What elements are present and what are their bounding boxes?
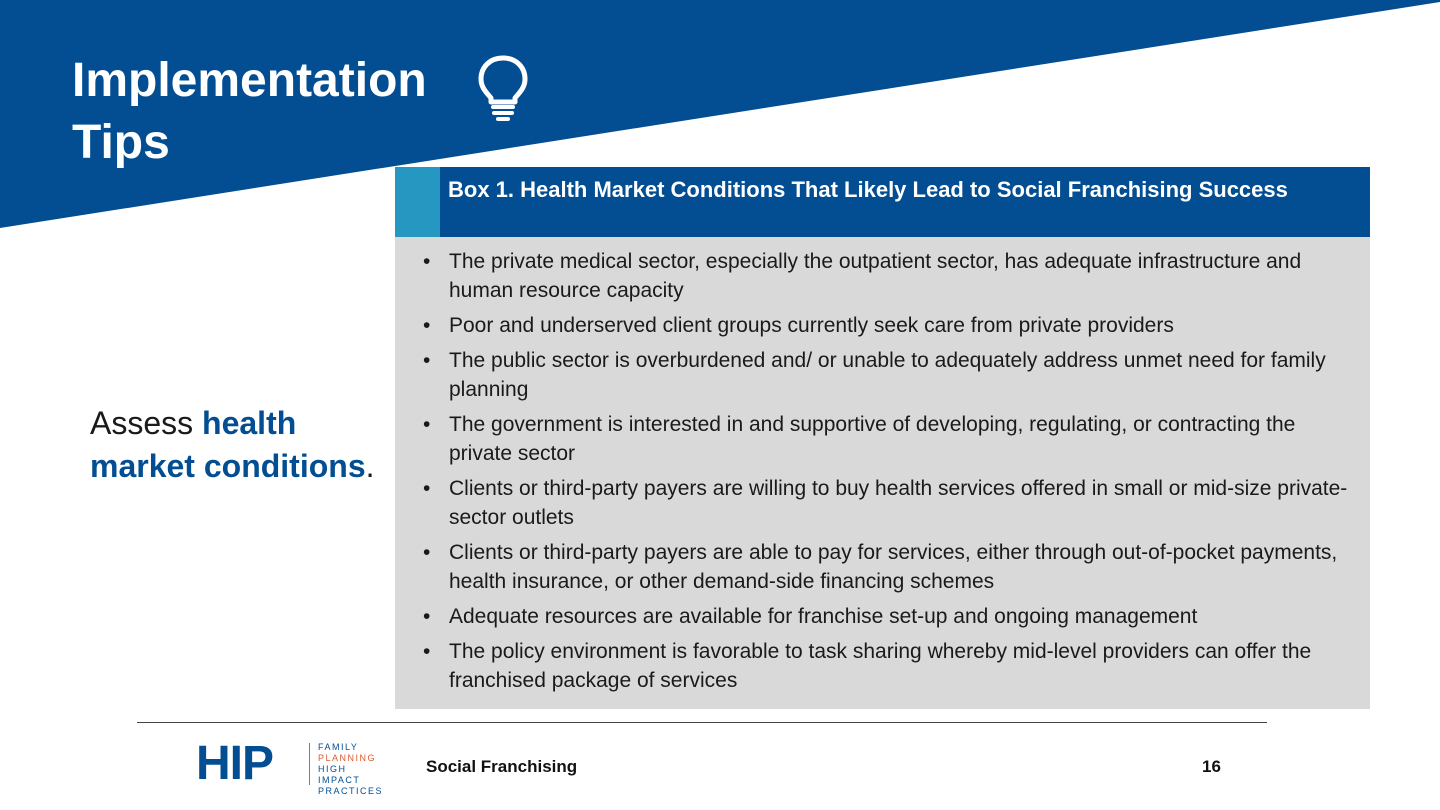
list-item [419,247,1350,305]
list-item [419,637,1350,695]
logo-line-1: FAMILY [318,742,359,752]
list-item-text: The public sector is overburdened and/ or unable to adequately address unmet need for family planning [449,349,1326,401]
tip-prefix: Assess [90,405,203,441]
footer-divider [137,722,1267,723]
list-item-text: Clients or third-party payers are able to pay for services, either through out-of-pocket payments, health insurance, or other demand-side financing schemes [449,541,1338,593]
footer-label: Social Franchising [426,757,578,776]
conditions-list [419,247,1350,695]
logo-wordmark [318,742,386,797]
bullet: • [423,541,431,564]
tip-suffix: . [365,448,375,484]
logo-mark: HIP [196,737,274,790]
box-header-accent [395,167,440,237]
logo-line-3: HIGH IMPACT [318,764,361,785]
bullet: • [423,640,431,663]
list-item [419,602,1350,631]
bullet: • [423,349,431,372]
list-item-text: The policy environment is favorable to task sharing whereby mid-level providers can offer the franchised package of services [449,640,1312,692]
logo-line-4: PRACTICES [318,786,384,796]
page-title [72,50,427,174]
box-body [395,237,1370,709]
list-item [419,311,1350,340]
list-item [419,346,1350,404]
page-number: 16 [1202,757,1221,776]
list-item [419,538,1350,596]
list-item [419,474,1350,532]
bullet: • [423,250,431,273]
list-item-text: Clients or third-party payers are willing to buy health services offered in small or mid-size private-sector outlets [449,477,1348,529]
title-line-2: Tips [72,116,170,169]
list-item-text: Adequate resources are available for franchise set-up and ongoing management [449,605,1198,628]
tip-emphasis: health market conditions [90,405,366,484]
logo-line-2: PLANNING [318,753,377,763]
bullet: • [423,314,431,337]
bullet: • [423,605,431,628]
box-title: Box 1. Health Market Conditions That Likely Lead to Social Franchising Success [440,167,1370,237]
list-item [419,410,1350,468]
tip-statement [90,402,390,488]
lightbulb-icon [476,54,530,122]
bullet: • [423,477,431,500]
list-item-text: The government is interested in and supportive of developing, regulating, or contracting the private sector [449,413,1296,465]
logo-divider [309,743,310,785]
hip-logo [196,737,386,796]
bullet: • [423,413,431,436]
list-item-text: The private medical sector, especially the outpatient sector, has adequate infrastructure and human resource capacity [449,250,1302,302]
list-item-text: Poor and underserved client groups currently seek care from private providers [449,314,1174,337]
title-line-1: Implementation [72,54,427,107]
